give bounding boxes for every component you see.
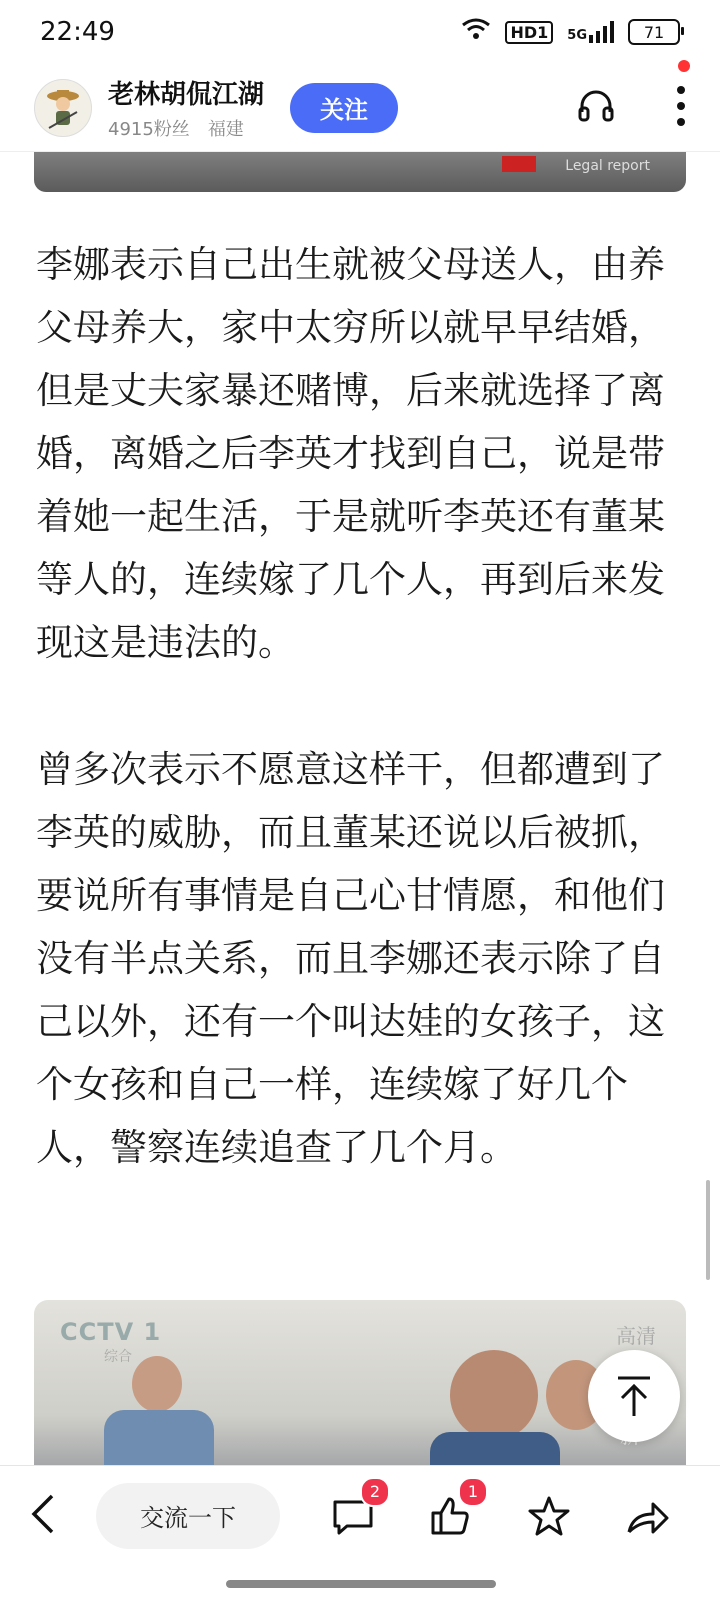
article-paragraph: 曾多次表示不愿意这样干，但都遭到了李英的威胁，而且董某还说以后被抓，要说所有事情是自己心甘情愿，和他们没有半点关系，而且李娜还表示除了自己以外，还有一个叫达娃的女孩子，这个女孩和自己一样，连续嫁了好几个人，警察连续追查了几个月。 <box>36 748 665 1169</box>
status-time: 22:49 <box>40 17 115 47</box>
avatar[interactable] <box>34 79 92 137</box>
avatar-figure-icon <box>39 84 87 132</box>
comment-input[interactable]: 交流一下 <box>96 1483 280 1549</box>
photo-person <box>450 1350 538 1440</box>
favorite-button[interactable] <box>524 1491 574 1541</box>
headphones-icon[interactable] <box>576 86 616 130</box>
image-caption-tag: Legal report <box>565 158 650 174</box>
status-icons <box>461 17 680 48</box>
share-button[interactable] <box>622 1491 672 1541</box>
network-label: 5G <box>567 28 587 43</box>
home-indicator[interactable] <box>226 1580 496 1588</box>
hd-watermark: 高清 <box>616 1324 656 1348</box>
header-actions <box>576 84 686 132</box>
article-paragraph: 李娜表示自己出生就被父母送人，由养父母养大，家中太穷所以就早早结婚，但是丈夫家暴还赌博，后来就选择了离婚，离婚之后李英才找到自己，说是带着她一起生活，于是就听李英还有董某等人的，连续嫁了几个人，再到后来发现这是违法的。 <box>36 243 665 664</box>
follow-button[interactable]: 关注 <box>290 83 398 133</box>
legal-report-logo <box>502 156 536 172</box>
photo-person <box>132 1356 182 1412</box>
status-bar <box>0 0 720 64</box>
cctv-channel-label: 综合 <box>104 1349 132 1365</box>
wifi-icon <box>461 17 491 48</box>
battery-icon <box>628 19 680 45</box>
comment-button[interactable] <box>328 1482 381 1541</box>
back-to-top-button[interactable] <box>588 1350 680 1442</box>
author-name[interactable]: 老林胡侃江湖 <box>108 80 265 110</box>
comment-count-badge: 2 <box>360 1477 390 1507</box>
article-image-top[interactable] <box>34 152 686 192</box>
article-header <box>0 64 720 152</box>
scrollbar[interactable] <box>706 1180 710 1280</box>
bottom-action-bar <box>0 1465 720 1565</box>
follower-count: 4915粉丝 <box>108 119 190 140</box>
article-image-bottom[interactable] <box>34 1300 686 1465</box>
author-meta <box>108 115 264 141</box>
like-count-badge: 1 <box>458 1477 488 1507</box>
notification-dot <box>678 60 690 72</box>
author-location: 福建 <box>207 119 244 140</box>
share-icon <box>625 1496 669 1536</box>
photo-person-uniform <box>104 1410 214 1465</box>
photo-person-uniform <box>430 1432 560 1465</box>
hd-indicator: HD1 <box>505 21 553 44</box>
back-icon[interactable] <box>28 1492 58 1540</box>
more-options-icon[interactable] <box>676 84 686 132</box>
star-icon <box>527 1495 571 1537</box>
author-info[interactable] <box>108 74 264 141</box>
battery-level: 71 <box>643 22 665 42</box>
like-button[interactable] <box>426 1482 479 1541</box>
signal-icon <box>567 21 614 43</box>
cctv-logo: CCTV 1 <box>60 1318 162 1346</box>
arrow-up-icon <box>614 1374 654 1418</box>
